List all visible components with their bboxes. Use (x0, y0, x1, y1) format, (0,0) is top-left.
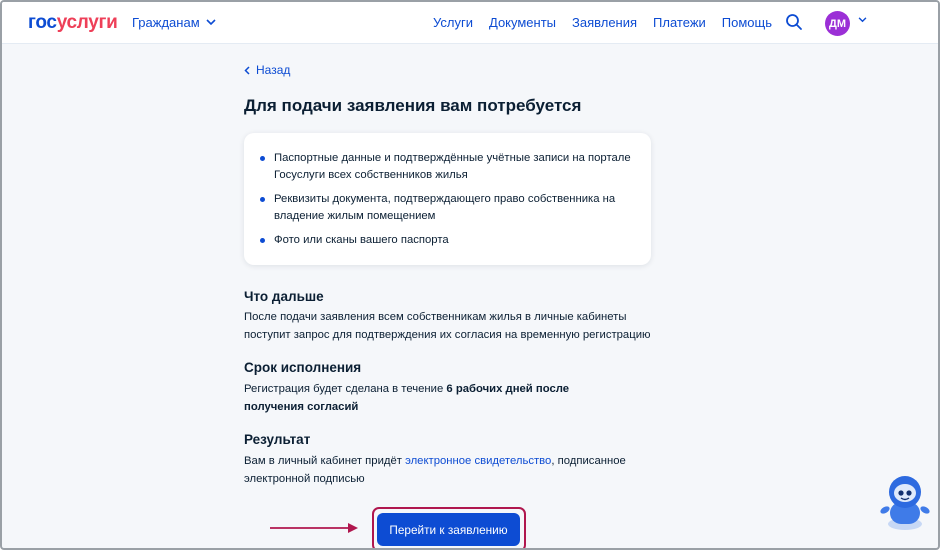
main-nav (433, 15, 772, 30)
requirements-card (244, 133, 651, 265)
nav-item-services[interactable]: Услуги (433, 15, 473, 30)
nav-item-documents[interactable]: Документы (489, 15, 557, 30)
arrow-right-icon (270, 521, 362, 535)
next-heading: Что дальше (244, 289, 324, 304)
certificate-link[interactable]: электронное свидетельство (405, 455, 552, 467)
deadline-value: 6 рабочих дней после получения согласий (244, 383, 570, 413)
nav-item-applications[interactable]: Заявления (572, 15, 638, 30)
search-icon[interactable] (785, 13, 803, 31)
next-text: После подачи заявления всем собственникам жилья в личные кабинеты поступит запрос для подтверждения их согласия на временную регистрацию (244, 311, 651, 341)
result-heading: Результат (244, 432, 311, 447)
back-label: Назад (256, 63, 291, 77)
gosuslugi-logo[interactable]: госуслуги (28, 12, 118, 33)
list-item: Фото или сканы вашего паспорта (260, 232, 640, 249)
list-item: Реквизиты документа, подтверждающего право собственника на владение жилым помещением (260, 191, 640, 225)
page-title: Для подачи заявления вам потребуется (244, 96, 582, 115)
deadline-text: Регистрация будет сделана в течение 6 рабочих дней после получения согласий (244, 383, 570, 413)
nav-item-payments[interactable]: Платежи (653, 15, 706, 30)
result-text: Вам в личный кабинет придёт электронное свидетельство, подписанное электронной подписью (244, 455, 626, 485)
requirements-list (260, 150, 640, 256)
assistant-robot-icon[interactable] (876, 472, 934, 532)
avatar-initials: ДМ (829, 17, 846, 30)
chevron-down-icon (206, 19, 216, 26)
chevron-left-icon (244, 66, 250, 75)
list-item: Паспортные данные и подтверждённые учётные записи на портале Госуслуги всех собственников жилья (260, 150, 640, 184)
go-to-application-button[interactable]: Перейти к заявлению (377, 513, 520, 546)
audience-selector[interactable] (132, 15, 216, 30)
avatar[interactable] (825, 11, 850, 36)
audience-label: Гражданам (132, 15, 200, 30)
back-link[interactable] (244, 63, 290, 77)
top-header (2, 2, 938, 44)
nav-item-help[interactable]: Помощь (721, 15, 772, 30)
deadline-heading: Срок исполнения (244, 360, 362, 375)
chevron-down-icon[interactable] (858, 17, 867, 23)
